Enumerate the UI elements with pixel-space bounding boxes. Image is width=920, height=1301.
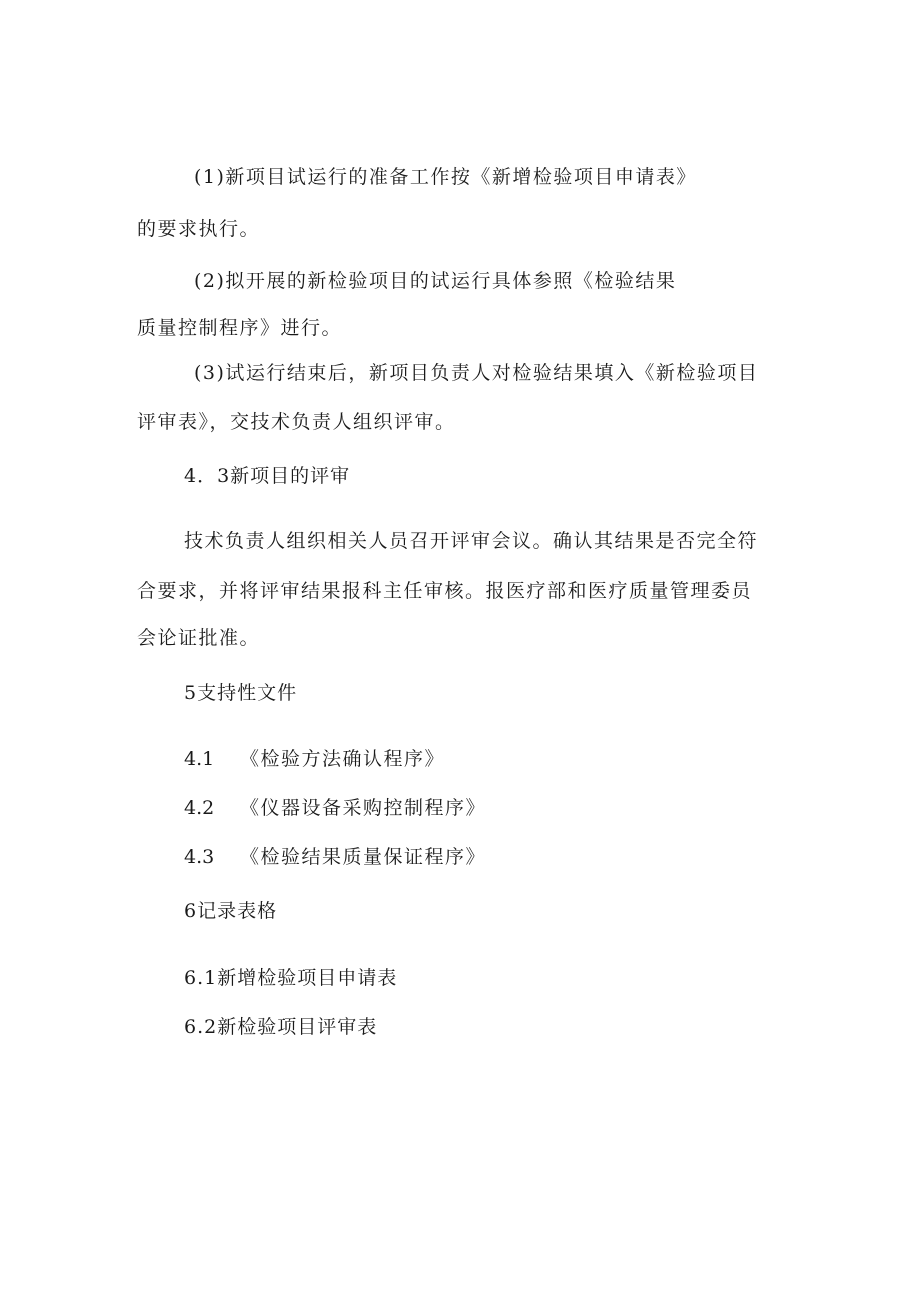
ref-title: 《检验方法确认程序》	[240, 748, 446, 770]
item-3-line-2: 评审表》，交技术负责人组织评审。	[137, 411, 456, 433]
item-2-line-2: 质量控制程序》进行。	[137, 317, 343, 339]
item-1-line-1: (1)新项目试运行的准备工作按《新增检验项目申请表》	[194, 166, 697, 188]
section-4-3-heading: 4．3新项目的评审	[184, 465, 351, 487]
section-6-heading: 6记录表格	[184, 900, 278, 922]
item-2-line-1: (2)拟开展的新检验项目的试运行具体参照《检验结果	[194, 270, 677, 292]
ref-number: 4.2	[184, 797, 215, 819]
ref-item-2	[184, 795, 486, 821]
ref-title: 《仪器设备采购控制程序》	[240, 797, 487, 819]
record-form-item-2: 6.2新检验项目评审表	[184, 1016, 378, 1038]
ref-number: 4.3	[184, 846, 215, 868]
ref-number: 4.1	[184, 748, 215, 770]
section-4-3-para-line-1: 技术负责人组织相关人员召开评审会议。确认其结果是否完全符	[184, 530, 759, 552]
section-4-3-para-line-3: 会论证批准。	[137, 627, 261, 649]
item-3-line-1: (3)试运行结束后，新项目负责人对检验结果填入《新检验项目	[194, 362, 759, 384]
ref-title: 《检验结果质量保证程序》	[240, 846, 487, 868]
section-5-heading: 5支持性文件	[184, 682, 298, 704]
ref-item-3	[184, 844, 486, 870]
record-form-item-1: 6.1新增检验项目申请表	[184, 967, 398, 989]
item-1-line-2: 的要求执行。	[137, 218, 261, 240]
section-4-3-para-line-2: 合要求，并将评审结果报科主任审核。报医疗部和医疗质量管理委员	[137, 580, 753, 602]
ref-item-1	[184, 746, 445, 772]
